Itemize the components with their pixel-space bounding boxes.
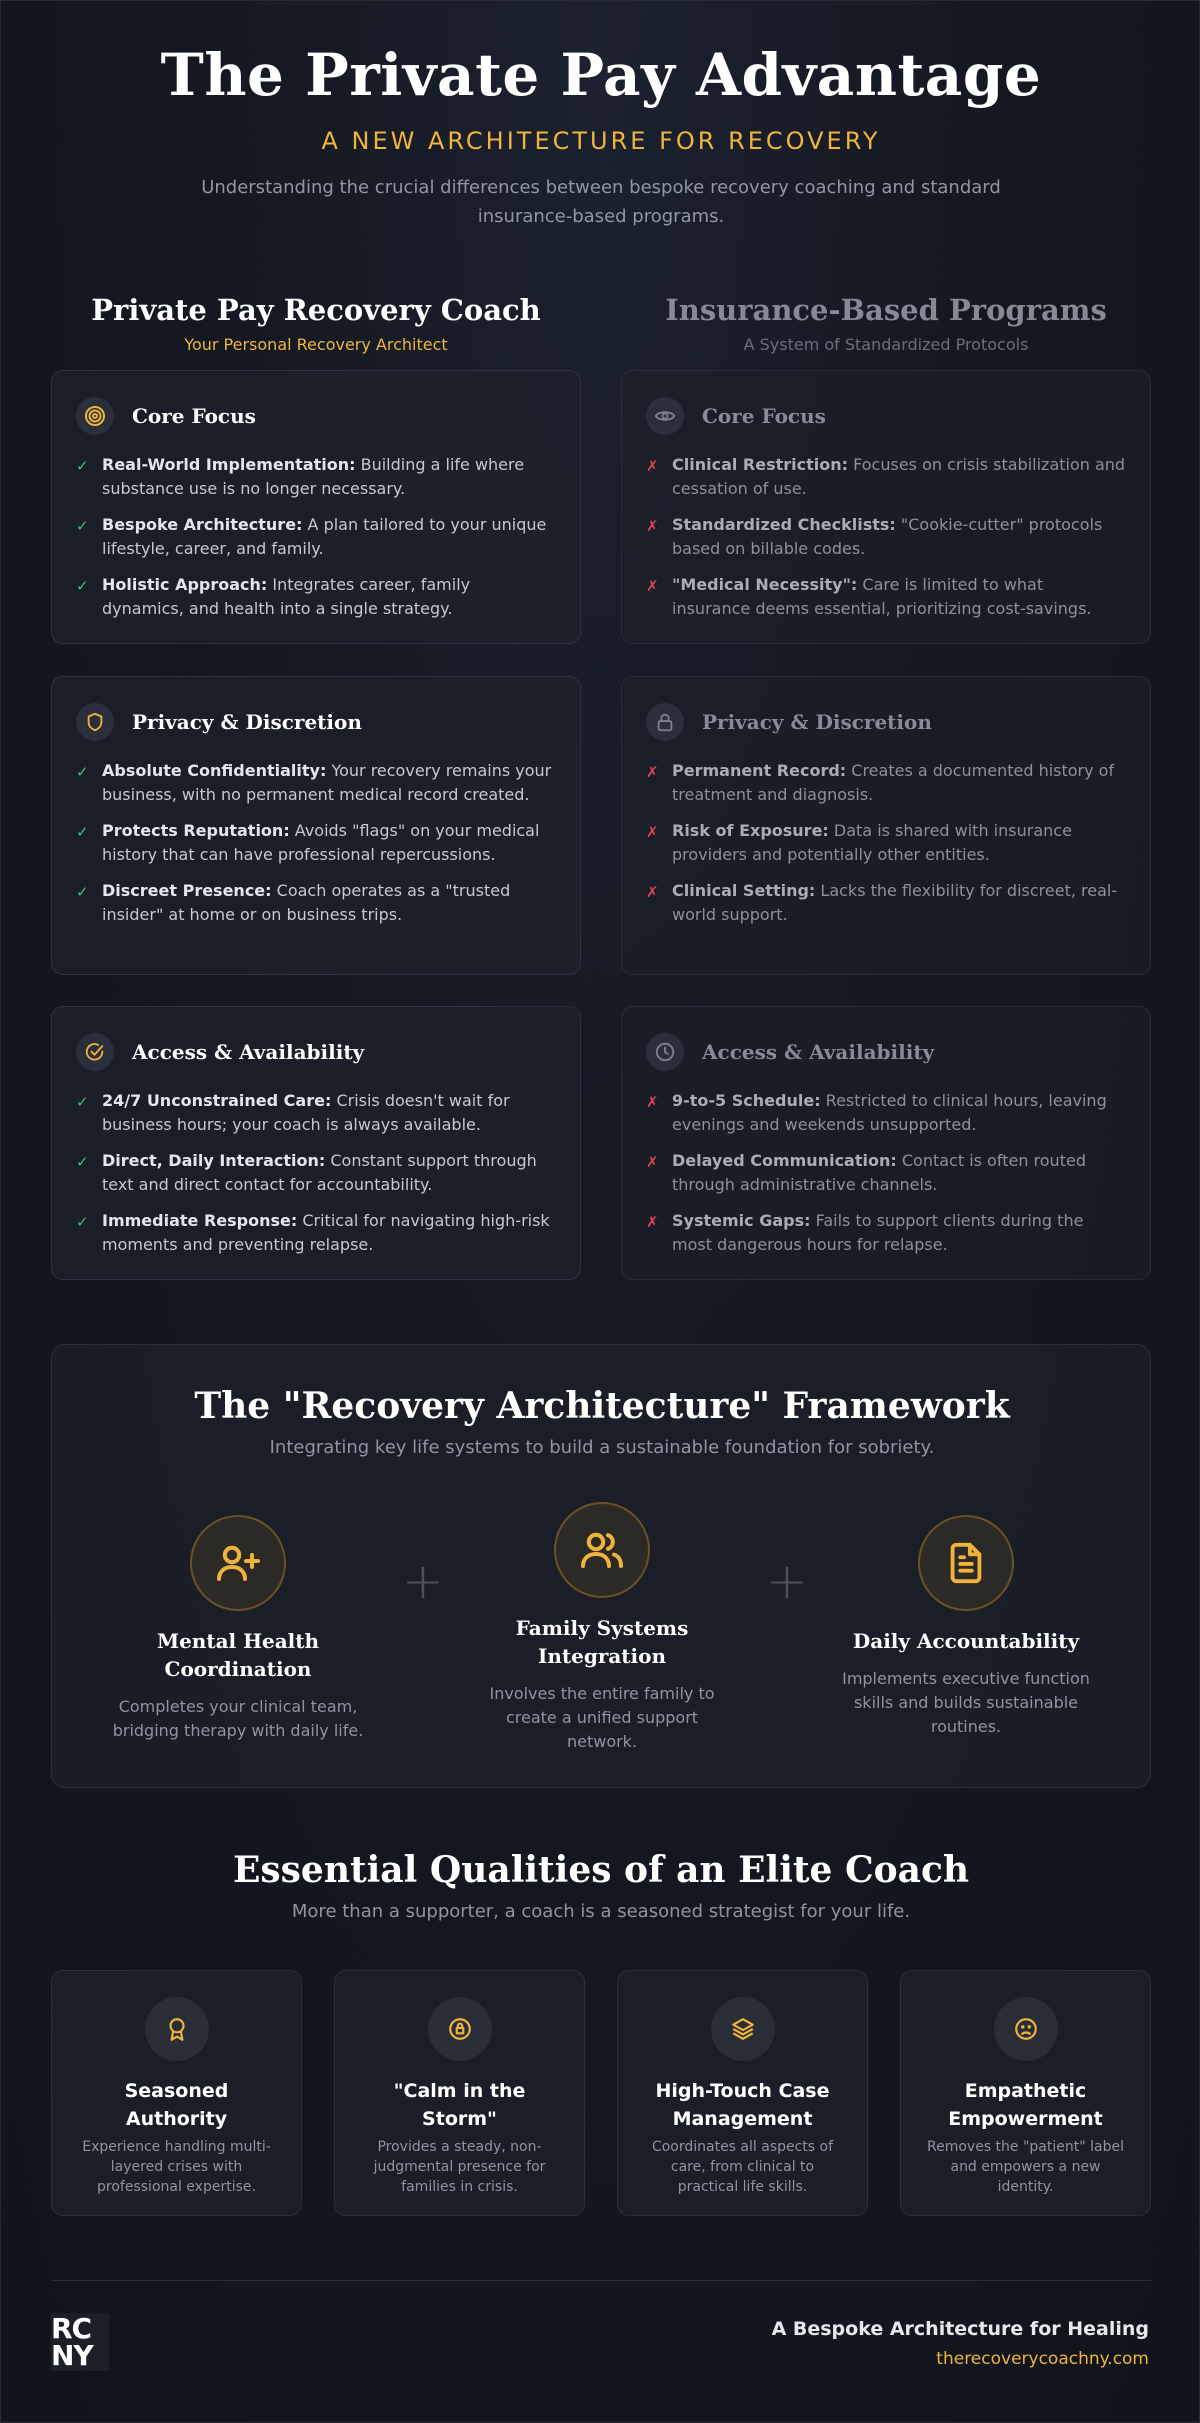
target-icon — [76, 397, 114, 435]
cross-icon: ✗ — [646, 577, 659, 595]
private-column-title: Private Pay Recovery Coach — [91, 293, 541, 327]
list-item: ✓ Holistic Approach: Integrates career, family dynamics, and health into a single strategy. — [76, 573, 556, 621]
quality-title: Empathetic Empowerment — [948, 2080, 1103, 2130]
card-title: Privacy & Discretion — [132, 710, 362, 734]
pillar-mental-health — [108, 1515, 368, 1743]
cross-icon: ✗ — [646, 457, 659, 475]
insurance-card-access — [621, 1006, 1151, 1280]
qualities-title: Essential Qualities of an Elite Coach — [232, 1849, 970, 1891]
pillar-title: Mental Health Coordination — [156, 1629, 320, 1681]
check-icon: ✓ — [76, 517, 89, 535]
cross-icon: ✗ — [646, 883, 659, 901]
quality-card-calm-in-the-storm — [334, 1970, 585, 2216]
check-icon: ✓ — [76, 763, 89, 781]
quality-title: High-Touch Case Management — [655, 2080, 830, 2130]
framework-subtitle: Integrating key life systems to build a sustainable foundation for sobriety. — [269, 1437, 935, 1458]
private-card-access — [51, 1006, 581, 1280]
list-item: ✓ Absolute Confidentiality: Your recovery remains your business, with no permanent medical record created. — [76, 759, 556, 807]
quality-card-seasoned-authority — [51, 1970, 302, 2216]
list-item: ✓ Discreet Presence: Coach operates as a "trusted insider" at home or on business trips. — [76, 879, 556, 927]
cross-icon: ✗ — [646, 763, 659, 781]
quality-title: Seasoned Authority — [124, 2080, 229, 2130]
insurance-card-privacy — [621, 676, 1151, 975]
clock-icon — [646, 1033, 684, 1071]
page-description: Understanding the crucial differences between bespoke recovery coaching and standard insurance-based programs. — [201, 177, 1001, 227]
check-icon: ✓ — [76, 823, 89, 841]
card-title: Privacy & Discretion — [702, 710, 932, 734]
private-column-subtitle: Your Personal Recovery Architect — [184, 335, 448, 354]
users-icon — [554, 1502, 650, 1598]
face-icon — [994, 1997, 1058, 2061]
footer-website-link[interactable]: therecoverycoachny.com — [936, 2349, 1149, 2369]
insurance-card-core-focus — [621, 370, 1151, 644]
list-item: ✗ Clinical Setting: Lacks the flexibility for discreet, real-world support. — [646, 879, 1126, 927]
brand-logo: RC NY — [51, 2313, 109, 2371]
insurance-column-subtitle: A System of Standardized Protocols — [743, 335, 1029, 354]
list-item: ✓ Real-World Implementation: Building a life where substance use is no longer necessary. — [76, 453, 556, 501]
insurance-column-header — [621, 293, 1151, 354]
pillar-daily-accountability — [836, 1515, 1096, 1739]
insurance-column-title: Insurance-Based Programs — [665, 293, 1107, 327]
card-title: Access & Availability — [132, 1040, 365, 1064]
lock-icon — [646, 703, 684, 741]
list-item: ✗ Permanent Record: Creates a documented history of treatment and diagnosis. — [646, 759, 1126, 807]
footer-divider — [51, 2280, 1151, 2281]
list-item: ✗ Clinical Restriction: Focuses on crisis stabilization and cessation of use. — [646, 453, 1126, 501]
eye-icon — [646, 397, 684, 435]
check-icon: ✓ — [76, 577, 89, 595]
list-item: ✗ Standardized Checklists: "Cookie-cutter" protocols based on billable codes. — [646, 513, 1126, 561]
award-icon — [145, 1997, 209, 2061]
plus-icon: + — [766, 1552, 808, 1610]
document-icon — [918, 1515, 1014, 1611]
list-item: ✓ 24/7 Unconstrained Care: Crisis doesn't wait for business hours; your coach is always available. — [76, 1089, 556, 1137]
cross-icon: ✗ — [646, 823, 659, 841]
list-item: ✗ 9-to-5 Schedule: Restricted to clinical hours, leaving evenings and weekends unsupported. — [646, 1089, 1126, 1137]
pillar-description: Completes your clinical team, bridging therapy with daily life. — [112, 1697, 364, 1740]
quality-card-case-management — [617, 1970, 868, 2216]
user-plus-icon — [190, 1515, 286, 1611]
quality-description: Experience handling multi-layered crises with professional expertise. — [82, 2139, 271, 2195]
list-item: ✓ Direct, Daily Interaction: Constant support through text and direct contact for accountability. — [76, 1149, 556, 1197]
list-item: ✓ Protects Reputation: Avoids "flags" on your medical history that can have professional repercussions. — [76, 819, 556, 867]
card-title: Access & Availability — [702, 1040, 935, 1064]
pillar-description: Involves the entire family to create a unified support network. — [489, 1684, 715, 1751]
list-item: ✓ Immediate Response: Critical for navigating high-risk moments and preventing relapse. — [76, 1209, 556, 1257]
page-title: The Private Pay Advantage — [160, 41, 1042, 109]
list-item: ✗ "Medical Necessity": Care is limited to what insurance deems essential, prioritizing cost-savings. — [646, 573, 1126, 621]
card-title: Core Focus — [132, 404, 256, 428]
cross-icon: ✗ — [646, 1093, 659, 1111]
list-item: ✗ Delayed Communication: Contact is often routed through administrative channels. — [646, 1149, 1126, 1197]
list-item: ✗ Risk of Exposure: Data is shared with insurance providers and potentially other entities. — [646, 819, 1126, 867]
quality-card-empathetic-empowerment — [900, 1970, 1151, 2216]
check-icon: ✓ — [76, 1093, 89, 1111]
anchor-icon — [428, 1997, 492, 2061]
quality-description: Coordinates all aspects of care, from clinical to practical life skills. — [651, 2139, 834, 2195]
list-item: ✗ Systemic Gaps: Fails to support clients during the most dangerous hours for relapse. — [646, 1209, 1126, 1257]
shield-icon — [76, 703, 114, 741]
framework-panel — [51, 1344, 1151, 1788]
check-circle-icon — [76, 1033, 114, 1071]
layers-icon — [711, 1997, 775, 2061]
plus-icon: + — [402, 1552, 444, 1610]
quality-description: Removes the "patient" label and empowers a new identity. — [927, 2139, 1124, 2195]
check-icon: ✓ — [76, 1213, 89, 1231]
check-icon: ✓ — [76, 457, 89, 475]
page-subtitle: A NEW ARCHITECTURE FOR RECOVERY — [321, 127, 881, 155]
private-column-header — [51, 293, 581, 354]
private-card-privacy — [51, 676, 581, 975]
quality-description: Provides a steady, non-judgmental presence for families in crisis. — [373, 2139, 546, 2195]
check-icon: ✓ — [76, 883, 89, 901]
qualities-subtitle: More than a supporter, a coach is a seasoned strategist for your life. — [291, 1901, 911, 1922]
pillar-title: Daily Accountability — [852, 1629, 1080, 1653]
quality-title: "Calm in the Storm" — [393, 2080, 526, 2130]
card-title: Core Focus — [702, 404, 826, 428]
pillar-title: Family Systems Integration — [515, 1616, 689, 1668]
pillar-description: Implements executive function skills and builds sustainable routines. — [842, 1669, 1090, 1736]
check-icon: ✓ — [76, 1153, 89, 1171]
framework-title: The "Recovery Architecture" Framework — [194, 1385, 1010, 1427]
cross-icon: ✗ — [646, 1153, 659, 1171]
cross-icon: ✗ — [646, 1213, 659, 1231]
private-card-core-focus — [51, 370, 581, 644]
pillar-family-systems — [472, 1502, 732, 1754]
list-item: ✓ Bespoke Architecture: A plan tailored to your unique lifestyle, career, and family. — [76, 513, 556, 561]
cross-icon: ✗ — [646, 517, 659, 535]
footer-tagline: A Bespoke Architecture for Healing — [771, 2318, 1149, 2340]
